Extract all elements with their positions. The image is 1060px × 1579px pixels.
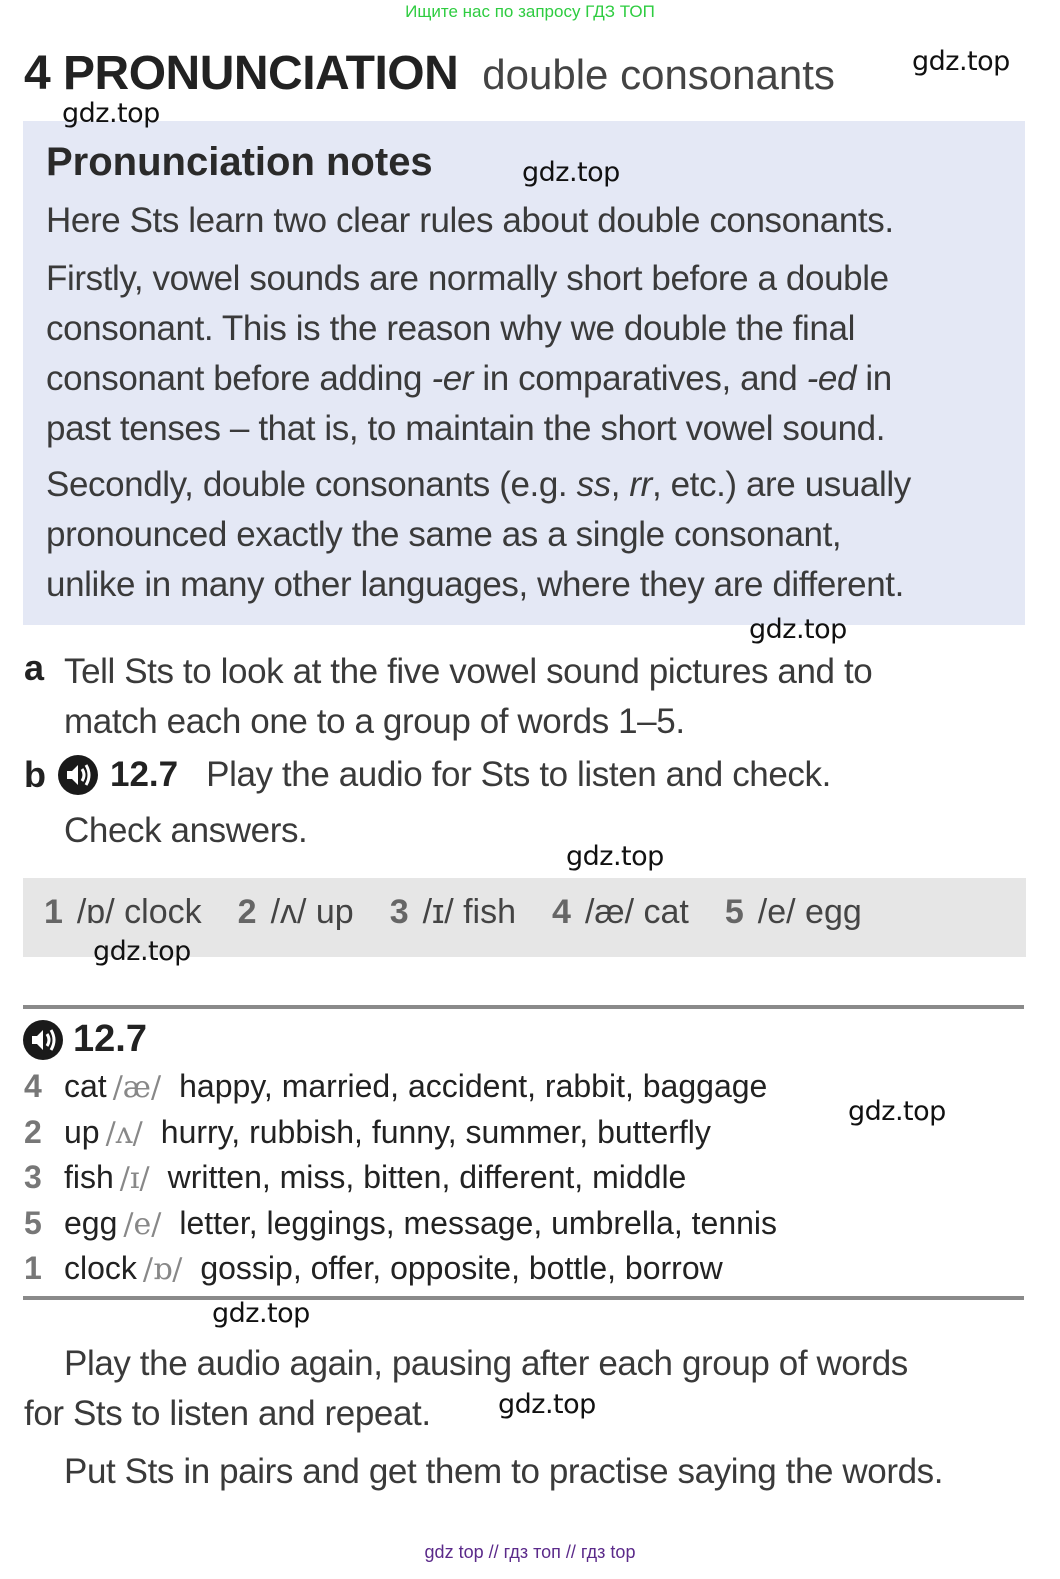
after-p1-line2: for Sts to listen and repeat.: [24, 1394, 431, 1433]
script-track-number: 12.7: [73, 1018, 147, 1060]
item-a-line2: match each one to a group of words 1–5.: [64, 702, 685, 741]
watermark: gdz.top: [212, 1298, 310, 1329]
notes-p3-line3: unlike in many other languages, where they are different.: [46, 565, 904, 604]
answer-item: [552, 893, 689, 932]
row-number: 2: [24, 1114, 42, 1150]
row-word: cat: [64, 1068, 107, 1104]
row-word: egg: [64, 1205, 118, 1241]
notes-p2-line1: Firstly, vowel sounds are normally short before a double: [46, 259, 889, 298]
row-ipa: /ʌ/: [105, 1116, 143, 1151]
script-row: [24, 1159, 686, 1196]
watermark: gdz.top: [522, 157, 620, 188]
after-paragraph-1: [24, 1339, 908, 1439]
item-b-line1: Play the audio for Sts to listen and check.: [206, 755, 831, 794]
audio-speaker-icon[interactable]: [23, 1020, 63, 1060]
script-row: [24, 1068, 767, 1105]
watermark: gdz.top: [848, 1096, 946, 1127]
section-number-title: 4 PRONUNCIATION: [24, 47, 459, 100]
watermark: gdz.top: [566, 841, 664, 872]
watermark: gdz.top: [749, 614, 847, 645]
row-words: hurry, rubbish, funny, summer, butterfly: [160, 1114, 711, 1150]
item-a-line1: Tell Sts to look at the five vowel sound pictures and to: [64, 652, 873, 691]
footer-links[interactable]: gdz top // гдз топ // гдз top: [424, 1542, 636, 1562]
row-number: 3: [24, 1159, 42, 1195]
notes-paragraph-3: [46, 460, 911, 610]
row-words: happy, married, accident, rabbit, baggage: [179, 1068, 768, 1104]
after-paragraph-2: Put Sts in pairs and get them to practise saying the words.: [64, 1452, 944, 1491]
text: in comparatives, and: [473, 359, 807, 398]
item-b-track-number: 12.7: [110, 755, 179, 794]
section-title: [24, 46, 835, 101]
row-number: 1: [24, 1250, 42, 1286]
answer-item: [390, 893, 516, 932]
notes-heading: Pronunciation notes: [46, 140, 433, 184]
example-ss: ss: [576, 465, 611, 504]
text: consonant before adding: [46, 359, 432, 398]
answer-number: 2: [237, 893, 257, 931]
example-rr: rr: [629, 465, 652, 504]
item-a-letter: a: [24, 647, 45, 688]
item-b-letter: b: [24, 754, 46, 795]
text: ,: [610, 465, 630, 504]
item-a: [24, 647, 44, 689]
script-top-rule: [23, 1005, 1024, 1009]
item-b: [24, 754, 831, 796]
notes-p3-line2: pronounced exactly the same as a single consonant,: [46, 515, 842, 554]
text: Secondly, double consonants (e.g.: [46, 465, 577, 504]
answer-number: 3: [389, 893, 409, 931]
row-word: clock: [64, 1250, 137, 1286]
row-ipa: /e/: [123, 1207, 162, 1242]
suffix-er: -er: [431, 359, 474, 398]
row-ipa: /ɒ/: [142, 1252, 183, 1287]
notes-p2-line3: [46, 354, 892, 404]
answer-item: [44, 893, 202, 932]
answer-item: [725, 893, 862, 932]
answer-number: 5: [724, 893, 744, 931]
audio-speaker-icon[interactable]: [58, 755, 98, 795]
answer-text: /ʌ/ up: [270, 893, 354, 931]
row-ipa: /ɪ/: [119, 1161, 150, 1196]
top-banner[interactable]: Ищите нас по запросу ГДЗ ТОП: [405, 2, 655, 21]
script-row: [24, 1250, 723, 1287]
notes-paragraph-1: [46, 196, 894, 246]
suffix-ed: -ed: [806, 359, 857, 398]
answer-number: 1: [44, 893, 63, 931]
text: in: [856, 359, 892, 398]
answer-text: /æ/ cat: [584, 893, 689, 931]
row-words: written, miss, bitten, different, middle: [167, 1159, 687, 1195]
notes-p2-line2: consonant. This is the reason why we double the final: [46, 309, 855, 348]
after-p1-line1: Play the audio again, pausing after each group of words: [64, 1344, 908, 1383]
script-row: [24, 1114, 711, 1151]
script-header: [23, 1018, 147, 1061]
notes-p3-line1: [46, 460, 911, 510]
text: , etc.) are usually: [651, 465, 911, 504]
answer-text: /ɒ/ clock: [76, 893, 202, 931]
answers-row: [44, 893, 862, 932]
watermark: gdz.top: [62, 98, 160, 129]
row-number: 5: [24, 1205, 42, 1241]
row-number: 4: [24, 1068, 42, 1104]
watermark: gdz.top: [498, 1389, 596, 1420]
row-words: letter, leggings, message, umbrella, tennis: [179, 1205, 778, 1241]
row-word: fish: [64, 1159, 114, 1195]
notes-p2-line4: past tenses – that is, to maintain the short vowel sound.: [46, 409, 886, 448]
item-b-line2: Check answers.: [64, 811, 308, 850]
watermark: gdz.top: [93, 936, 191, 967]
item-a-text: [64, 647, 872, 747]
watermark: gdz.top: [912, 46, 1010, 77]
script-row: [24, 1205, 777, 1242]
answer-text: /e/ egg: [757, 893, 862, 931]
row-ipa: /æ/: [112, 1070, 162, 1105]
answer-text: /ɪ/ fish: [422, 893, 517, 931]
section-subtitle: double consonants: [482, 51, 835, 98]
row-words: gossip, offer, opposite, bottle, borrow: [200, 1250, 723, 1286]
answer-number: 4: [552, 893, 571, 931]
script-bottom-rule: [23, 1296, 1024, 1300]
notes-p1-line: Here Sts learn two clear rules about double consonants.: [46, 201, 894, 240]
row-word: up: [64, 1114, 100, 1150]
notes-paragraph-2: [46, 254, 892, 454]
answer-item: [238, 893, 354, 932]
